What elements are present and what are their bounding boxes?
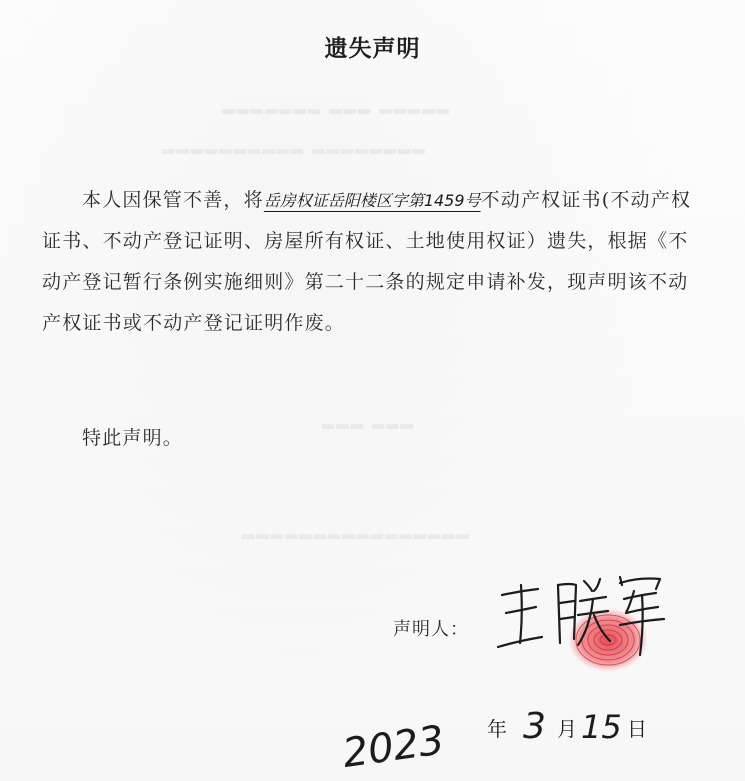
date-day-unit: 日 [627, 717, 647, 741]
statement-suffix: 不动产权证书(不动产权证书、不动产登记证明、房屋所有权证、土地使用权证）遗失，根据《不动产登记暂行条例实施细则》第二十二条的规定申请补发，现声明该不动产权证书或不动产登记证明作废。 [42, 189, 692, 334]
date-year: 2023 [339, 717, 448, 778]
bleed-through-shadow: ▂▂▂▂▂▂▂▂▂▂▂▂▂▂▂▂ [240, 520, 469, 539]
declarant-label: 声明人： [393, 619, 469, 640]
date-month: 3 [523, 706, 546, 747]
handwritten-certificate-number: 岳房权证岳阳楼区字第1459号 [263, 191, 481, 210]
page-title: 遗失声明 [324, 36, 421, 62]
date-day: 15 [581, 708, 622, 746]
bleed-through-shadow: ▂▂▂▂▂▂▂▂ ▂▂▂▂▂▂▂▂▂▂ [160, 135, 425, 154]
date-year-unit: 年 [487, 717, 507, 741]
statement-body [42, 180, 702, 344]
handwritten-date [335, 690, 675, 780]
date-month-unit: 月 [557, 717, 577, 741]
handwritten-signature [480, 555, 680, 665]
closing-text: 特此声明。 [82, 427, 184, 449]
bleed-through-shadow: ▂▂▂ ▂▂▂ [320, 410, 413, 429]
bleed-through-shadow: ▂▂▂▂▂ ▂▂▂ ▂▂▂▂▂▂▂ [220, 95, 449, 114]
statement-prefix: 本人因保管不善，将 [82, 189, 264, 211]
